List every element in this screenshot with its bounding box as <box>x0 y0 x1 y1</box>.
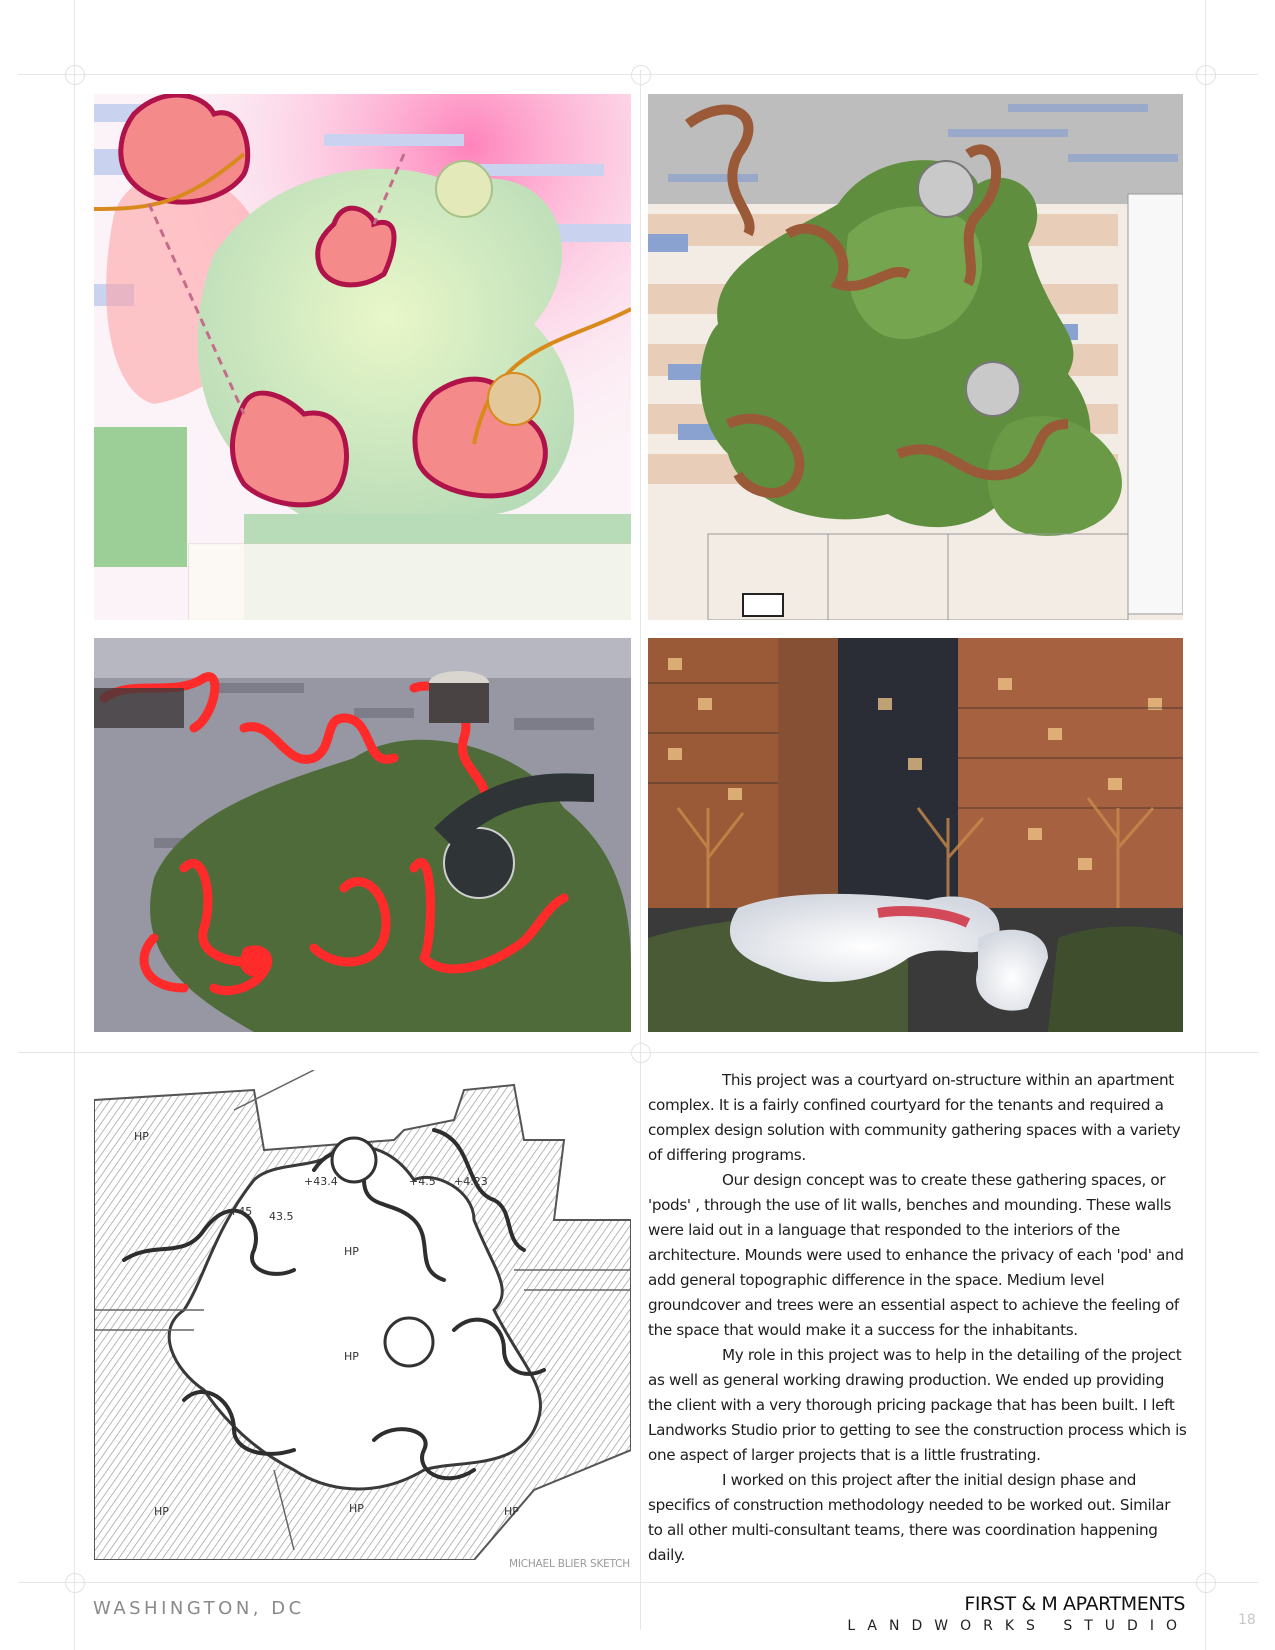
sketch-caption: MICHAEL BLIER SKETCH <box>508 1558 630 1570</box>
sketch-note: HP <box>344 1245 359 1258</box>
sketch-note: +43.4 <box>304 1175 338 1188</box>
rendered-plan-image <box>648 94 1183 620</box>
location-label: WASHINGTON, DC <box>93 1598 305 1619</box>
sketch-note: 43.5 <box>269 1210 294 1223</box>
paragraph: I worked on this project after the initial design phase and specifics of construction methodology needed to be worked out. Similar to all other multi-consultant teams, there was coordination happening daily. <box>648 1471 1171 1564</box>
registration-mark <box>65 1573 85 1593</box>
project-description <box>648 1068 1188 1568</box>
registration-mark <box>631 1043 651 1063</box>
night-rendering-image <box>94 638 631 1032</box>
project-title: FIRST & M APARTMENTS <box>964 1593 1185 1615</box>
registration-mark <box>1196 65 1216 85</box>
guide-line <box>18 1582 1258 1583</box>
registration-mark <box>631 65 651 85</box>
sketch-note: HP <box>349 1502 364 1515</box>
sketch-note: HP <box>154 1505 169 1518</box>
guide-line <box>1205 0 1206 1650</box>
page-number: 18 <box>1238 1612 1256 1628</box>
paragraph: Our design concept was to create these gathering spaces, or 'pods' , through the use of lit walls, benches and mounding. These walls were laid out in a language that responded to the interiors of the architecture. Mounds were used to enhance the privacy of each 'pod' and add general topographic difference in the space. Medium level groundcover and trees were an essential aspect to achieve the feeling of the space that would make it a success for the inhabitants. <box>648 1171 1184 1339</box>
concept-diagram-image <box>94 94 631 620</box>
courtyard-photo-image <box>648 638 1183 1032</box>
guide-line <box>640 70 641 1630</box>
guide-line <box>74 0 75 1650</box>
sketch-note: HP <box>344 1350 359 1363</box>
sketch-note: HP <box>134 1130 149 1143</box>
sketch-note: +45 <box>229 1205 253 1218</box>
hand-sketch-image <box>94 1070 631 1560</box>
sketch-note: HP <box>504 1505 519 1518</box>
sketch-note: +4.5 <box>409 1175 436 1188</box>
registration-mark <box>1196 1573 1216 1593</box>
paragraph: This project was a courtyard on-structure within an apartment complex. It is a fairly confined courtyard for the tenants and required a complex design solution with community gathering spaces with a variety of differing programs. <box>648 1071 1181 1164</box>
studio-name: LANDWORKS STUDIO <box>847 1618 1189 1634</box>
sketch-note: +4.23 <box>454 1175 488 1188</box>
paragraph: My role in this project was to help in the detailing of the project as well as general working drawing production. We ended up providing the client with a very thorough pricing package that has been built. I left Landworks Studio prior to getting to see the construction process which is one aspect of larger projects that is a little frustrating. <box>648 1346 1187 1464</box>
registration-mark <box>65 65 85 85</box>
